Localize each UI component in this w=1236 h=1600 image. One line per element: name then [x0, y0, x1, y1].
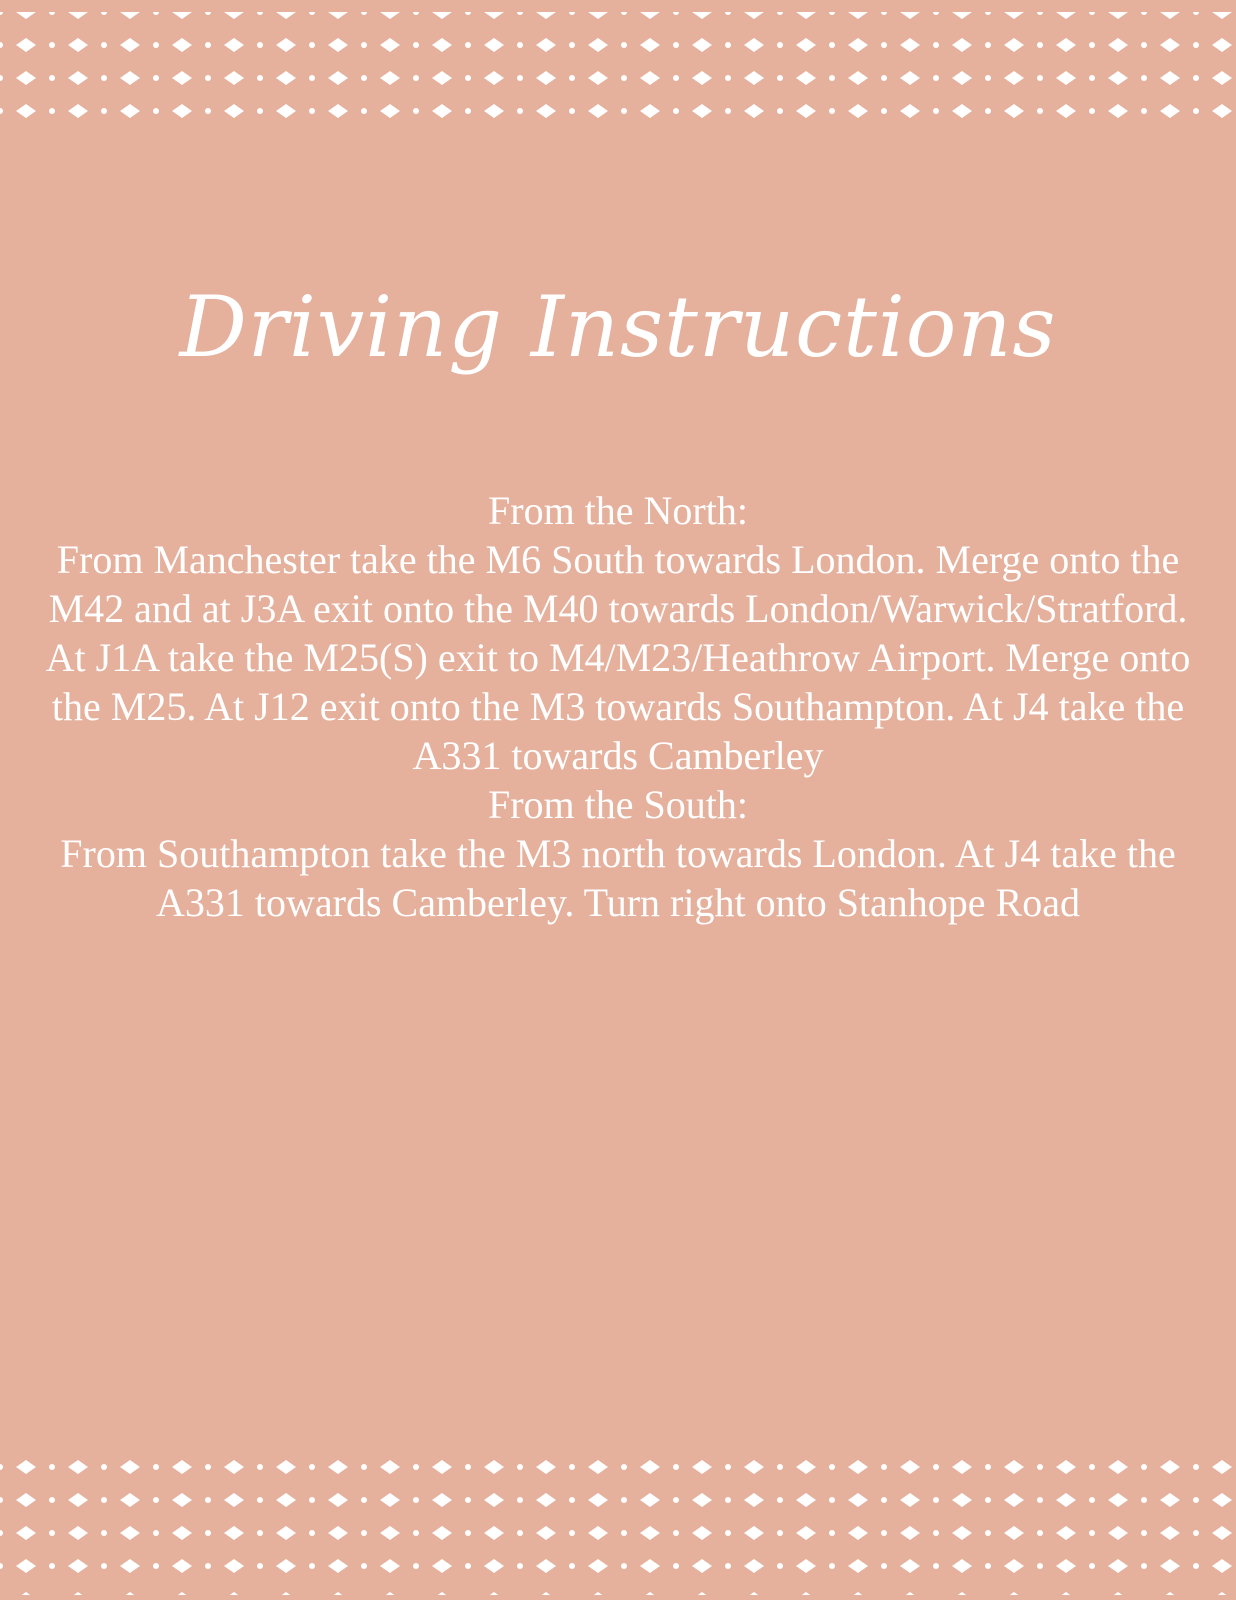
bottom-pattern-border: [0, 1455, 1236, 1595]
section-heading-north: From the North:: [488, 488, 748, 533]
section-heading-south: From the South:: [487, 782, 749, 827]
top-pattern-border: [0, 0, 1236, 140]
section-text-north: From Manchester take the M6 South towards London. Merge onto the M42 and at J3A exit onto the M40 towards London/Warwick/Stratford. At J1A take the M25(S) exit to M4/M23/Heathrow Airport. Merge onto the M25. At J12 exit onto the M3 towards Southampton. At J4 take the A331 towards Camberley: [45, 537, 1191, 778]
directions-text: [36, 486, 1200, 927]
page-title: Driving Instructions: [179, 278, 1057, 376]
section-text-south: From Southampton take the M3 north towards London. At J4 take the A331 towards Camberley. Turn right onto Stanhope Road: [60, 831, 1176, 925]
